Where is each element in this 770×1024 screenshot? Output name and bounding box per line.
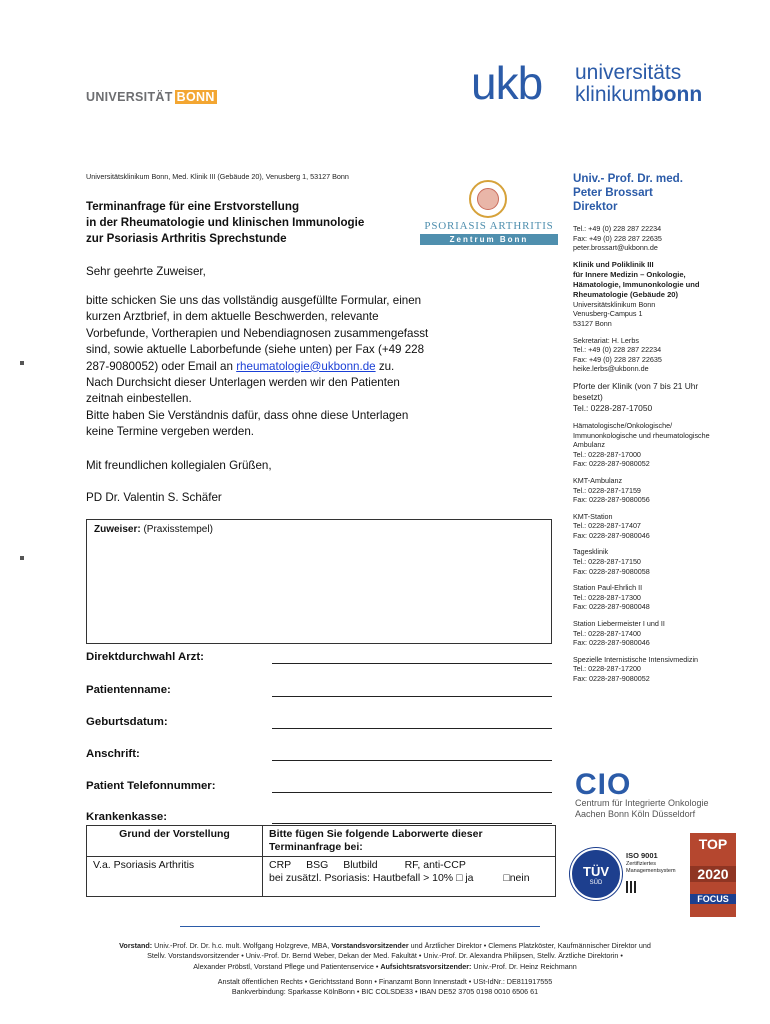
secretariat-contact: Sekretariat: H. Lerbs Tel.: +49 (0) 228 287 22234 Fax: +49 (0) 228 287 22635 heike.lerbs@ukbonn.de: [573, 335, 662, 374]
field-patient-phone: Patient Telefonnummer:: [86, 780, 556, 796]
outpatient-contact: Hämatologische/Onkologische/ Immunonkologische und rheumatologische Ambulanz Tel.: 0228-287-17000 Fax: 0228-287-9080052: [573, 420, 710, 469]
lab-header: Bitte fügen Sie folgende Laborwerte dieser Terminanfrage bei:: [263, 826, 556, 857]
field-address: Anschrift:: [86, 748, 556, 764]
iso-certificate-text: ISO 9001 Zertifiziertes Managementsystem: [626, 852, 688, 893]
bonn-logo-text: UNIVERSITÄT BONN: [86, 90, 215, 104]
focus-top-badge: TOP 2020 FOCUS: [690, 833, 736, 917]
ukb-logo-name: universitäts klinikumbonn: [575, 61, 703, 106]
psoriasis-arthritis-logo: PSORIASIS ARTHRITIS Zentrum Bonn: [420, 180, 558, 250]
director-contact: Tel.: +49 (0) 228 287 22234 Fax: +49 (0) 228 287 22635 peter.brossart@ukbonn.de: [573, 224, 662, 253]
closing: Mit freundlichen kollegialen Grüßen,: [86, 459, 272, 472]
kmt-outpatient-contact: KMT-Ambulanz Tel.: 0228-287-17159 Fax: 0228-287-9080056: [573, 475, 650, 505]
margin-bullet-icon: [20, 556, 24, 560]
ukb-logo: [471, 52, 721, 112]
liebermeister-station-contact: Station Liebermeister I und II Tel.: 0228-287-17400 Fax: 0228-287-9080046: [573, 619, 665, 648]
birth-date-input[interactable]: [272, 728, 552, 729]
clinic-address: Klinik und Poliklinik III für Innere Medizin – Onkologie, Hämatologie, Immunonkologie und Rheumatologie (Gebäude 20) Universitätsklinikum Bonn Venusberg-Campus 1 53127 Bonn: [573, 259, 700, 328]
email-link[interactable]: rheumatologie@ukbonn.de: [236, 359, 376, 373]
field-patient-name: Patientenname:: [86, 684, 556, 700]
tuv-certificate-badge: TÜV SÜD: [570, 848, 622, 900]
reason-header: Grund der Vorstellung: [87, 826, 263, 857]
sender-address-line: Universitätsklinikum Bonn, Med. Klinik III (Gebäude 20), Venusberg 1, 53127 Bonn: [86, 172, 349, 181]
footer-divider: [180, 926, 540, 927]
signature: PD Dr. Valentin S. Schäfer: [86, 491, 222, 504]
footer-legal: Anstalt öffentlichen Rechts • Gerichtsstand Bonn • Finanzamt Bonn Innenstadt • USt-IdNr.: DE811917555 Bankverbindung: Sparkasse KölnBonn • BIC COLSDE33 • IBAN DE52 3705 0198 0010 6506 61: [217, 977, 553, 997]
field-birth-date: Geburtsdatum:: [86, 716, 556, 732]
checkbox-yes[interactable]: □: [456, 872, 463, 884]
margin-bullet-icon: [20, 361, 24, 365]
patient-phone-input[interactable]: [272, 792, 552, 793]
paul-ehrlich-station-contact: Station Paul-Ehrlich II Tel.: 0228-287-17300 Fax: 0228-287-9080048: [573, 583, 650, 612]
checkbox-no[interactable]: □: [503, 872, 510, 884]
director-name: Univ.- Prof. Dr. med. Peter Brossart Direktor: [573, 172, 683, 213]
health-insurance-input[interactable]: [272, 823, 552, 824]
lab-values-table: [86, 825, 556, 897]
letter-body: bitte schicken Sie uns das vollständig ausgefüllte Formular, einen kurzen Arztbrief, in dem aktuelle Beschwerden, relevante Vorbefunde, Vortherapien und Nebendiagnosen zusammengefasst sind, sowie aktuelle Laborbefunde (siehe unten) per Fax (+49 228 287-9080052) oder Email an rheumatologie@ukbonn.de zu. Nach Durchsicht dieser Unterlagen werden wir den Patienten zeitnah einbestellen. Bitte haben Sie Verständnis dafür, dass ohne diese Unterlagen keine Termine vergeben werden.: [86, 294, 429, 439]
cio-logo: [573, 768, 763, 820]
salutation: Sehr geehrte Zuweiser,: [86, 265, 206, 278]
document-title: Terminanfrage für eine Erstvorstellung in der Rheumatologie und klinischen Immunologie zur Psoriasis Arthritis Sprechstunde: [86, 200, 365, 245]
referrer-hint: (Praxisstempel): [140, 524, 213, 535]
intensive-care-contact: Spezielle Internistische Intensivmedizin Tel.: 0228-287-17200 Fax: 0228-287-9080052: [573, 654, 699, 683]
footer-board: Vorstand: Univ.-Prof. Dr. Dr. h.c. mult. Wolfgang Holzgreve, MBA, Vorstandsvorsitzender und Ärztlicher Direktor • Clemens Platzköster, Kaufmännischer Direktor und Stellv. Vorstandsvorsitzender • Univ.-Prof. Dr. Bernd Weber, Dekan der Med. Fakultät • Univ.-Prof. Dr. Alexandra Philipsen, Stellv. Ärztliche Direktorin • Alexander Pröbstl, Vorstand Pflege und Patientenservice • Aufsichtsratsvorsitzender: Univ.-Prof. Dr. Heinz Reichmann: [119, 941, 651, 971]
university-bonn-logo: [86, 52, 215, 114]
referrer-stamp-box[interactable]: [86, 519, 552, 644]
kmt-station-contact: KMT-Station Tel.: 0228-287-17407 Fax: 0228-287-9080046: [573, 511, 650, 540]
field-direct-line: Direktdurchwahl Arzt:: [86, 651, 556, 667]
qr-code-icon: [626, 881, 638, 893]
day-clinic-contact: Tagesklinik Tel.: 0228-287-17150 Fax: 0228-287-9080058: [573, 547, 650, 576]
reason-value: V.a. Psoriasis Arthritis: [87, 857, 263, 897]
sidebar-contacts: [573, 172, 758, 691]
address-input[interactable]: [272, 760, 552, 761]
referrer-label: Zuweiser:: [94, 524, 141, 535]
direct-line-input[interactable]: [272, 663, 552, 664]
cio-logo-text: Centrum für Integrierte Onkologie Aachen Bonn Köln Düsseldorf: [575, 798, 709, 819]
cio-logo-mark: CIO: [575, 768, 632, 801]
lab-values: CRP BSG Blutbild RF, anti-CCP bei zusätzl. Psoriasis: Hautbefall > 10% □ ja □nein: [263, 857, 556, 897]
hand-seal-icon: [469, 180, 507, 218]
patient-name-input[interactable]: [272, 696, 552, 697]
ukb-logo-mark: ukb: [471, 57, 543, 109]
table-row: [87, 826, 556, 857]
table-row: [87, 857, 556, 897]
field-health-insurance: Krankenkasse:: [86, 811, 556, 827]
gate-contact: Pforte der Klinik (von 7 bis 21 Uhr besetzt) Tel.: 0228-287-17050: [573, 380, 699, 413]
